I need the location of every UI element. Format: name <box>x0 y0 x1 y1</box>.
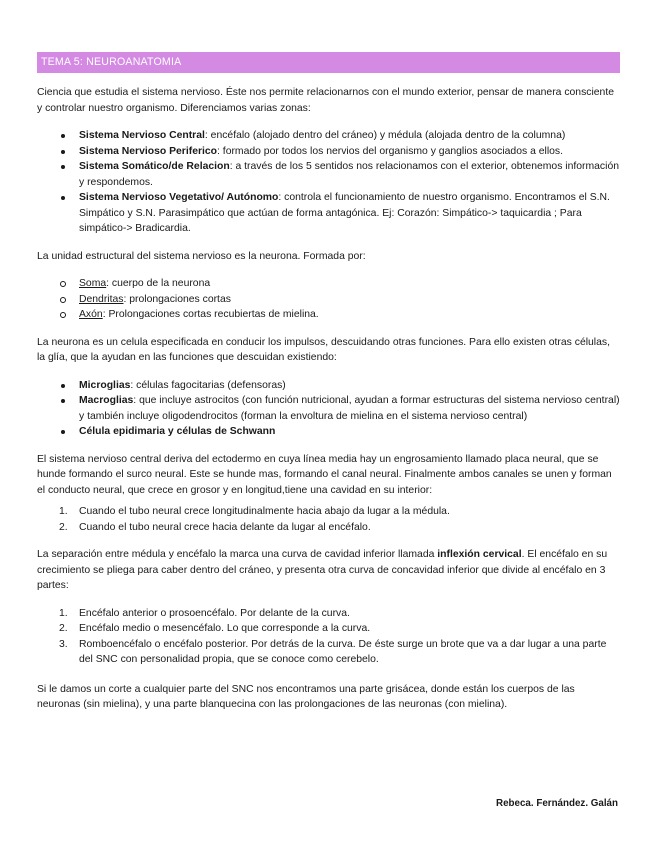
list-item <box>37 190 620 237</box>
description: : cuerpo de la neurona <box>106 278 211 289</box>
separation-text: . El encéfalo en su crecimiento se pliega para caber dentro del cráneo, y presenta otra curva de concavidad inferior que divide al encéfalo en 3 partes: <box>37 549 608 591</box>
closing-paragraph: Si le damos un corte a cualquier parte del SNC nos encontramos una parte grisácea, donde están los cuerpos de las neuronas (sin mielina), y una parte blanquecina con las prolongaciones de las neuronas (con mielina). <box>37 683 575 710</box>
neuron-intro: La unidad estructural del sistema nervioso es la neurona. Formada por: <box>37 250 366 262</box>
description: Encéfalo anterior o prosoencéfalo. Por delante de la curva. <box>79 607 350 619</box>
description: Encéfalo medio o mesencéfalo. Lo que corresponde a la curva. <box>79 623 371 634</box>
list-item <box>37 159 620 190</box>
list-item <box>37 606 620 622</box>
item-number: 1. <box>59 607 68 619</box>
term: Sistema Nervioso Periferico <box>79 145 218 157</box>
item-number: 2. <box>59 521 68 533</box>
snc-paragraph: El sistema nervioso central deriva del ectodermo en cuya línea media hay un engrosamiento llamado placa neural, que se hunde formando el surco neural. Este se hunde mas, formando el canal neural. Finalmente ambos canales se unen y forman el conducto neural, que crece en grosor y en longitud,tiene una cavidad en su interior: <box>37 453 612 496</box>
list-item <box>37 637 620 668</box>
description: Cuando el tubo neural crece hacia delante da lugar al encéfalo. <box>79 521 371 533</box>
separation-text: La separación entre médula y encéfalo la marca una curva de cavidad inferior llamada <box>37 549 438 560</box>
description: : formado por todos los nervios del organismo y ganglios asociados a ellos. <box>217 145 563 157</box>
separation-paragraph <box>37 547 620 594</box>
term: Célula epidimaria y células de Schwann <box>79 426 276 437</box>
description: : prolongaciones cortas <box>123 293 231 305</box>
list-item <box>37 276 620 292</box>
term: Soma <box>79 278 107 289</box>
term: Macroglias <box>79 395 134 406</box>
list-item <box>37 128 620 144</box>
description: Cuando el tubo neural crece longitudinalmente hacia abajo da lugar a la médula. <box>79 506 450 517</box>
glia-intro: La neurona es un celula especificada en conducir los impulsos, descuidando otras funciones. Para ello existen otras células, la glía, que la ayudan en las funciones que descuidan existiendo: <box>37 336 610 363</box>
zones-list <box>37 128 620 237</box>
tube-list <box>37 504 620 535</box>
term: Sistema Nervioso Vegetativo/ Autónomo <box>79 192 279 203</box>
document-page <box>37 52 620 713</box>
list-item <box>37 424 620 440</box>
list-item <box>37 393 620 424</box>
item-number: 3. <box>59 638 68 650</box>
description: : a través de los 5 sentidos nos relacionamos con el exterior, obtenemos información y respondemos. <box>79 161 619 188</box>
term: Microglias <box>79 379 131 391</box>
brain-parts-list <box>37 606 620 668</box>
list-item <box>37 378 620 394</box>
item-number: 2. <box>59 623 68 634</box>
description: : células fagocitarias (defensoras) <box>130 379 286 391</box>
author-footer: Rebeca. Fernández. Galán <box>496 798 618 809</box>
term: Sistema Somático/de Relacion <box>79 161 230 172</box>
separation-term: inflexión cervical <box>437 549 522 560</box>
term: Dendritas <box>79 293 124 305</box>
item-number: 1. <box>59 506 68 517</box>
list-item <box>37 292 620 308</box>
section-title: TEMA 5: NEUROANATOMIA <box>37 52 620 73</box>
list-item <box>37 307 620 323</box>
description: : encéfalo (alojado dentro del cráneo) y médula (alojada dentro de la columna) <box>204 130 566 141</box>
term: Sistema Nervioso Central <box>79 130 205 141</box>
term: Axón <box>79 309 103 320</box>
description: Romboencéfalo o encéfalo posterior. Por detrás de la curva. De éste surge un brote que va a dar lugar a una parte del SNC con personalidad propia, que se conoce como cerebelo. <box>79 638 607 665</box>
description: : Prolongaciones cortas recubiertas de mielina. <box>102 309 319 320</box>
list-item <box>37 144 620 160</box>
list-item <box>37 520 620 536</box>
intro-paragraph: Ciencia que estudia el sistema nervioso. Éste nos permite relacionarnos con el mundo exterior, pensar de manera consciente y controlar nuestro organismo. Diferenciamos varias zonas: <box>37 87 614 114</box>
description: : controla el funcionamiento de nuestro organismo. Encontramos el S.N. Simpático y S.N. Parasimpático que actúan de forma antagónica. Ej: Corazón: Simpático-> taquicardia ; Para simpático-> Bradicardia. <box>79 192 610 234</box>
description: : que incluye astrocitos (con función nutricional, ayudan a formar estructuras del sistema nervioso central) y también incluye oligodendrocitos (forman la envoltura de mielina en el sistema nervioso central) <box>79 395 620 422</box>
neuron-parts-list <box>37 276 620 323</box>
glia-list <box>37 378 620 440</box>
list-item <box>37 621 620 637</box>
list-item <box>37 504 620 520</box>
